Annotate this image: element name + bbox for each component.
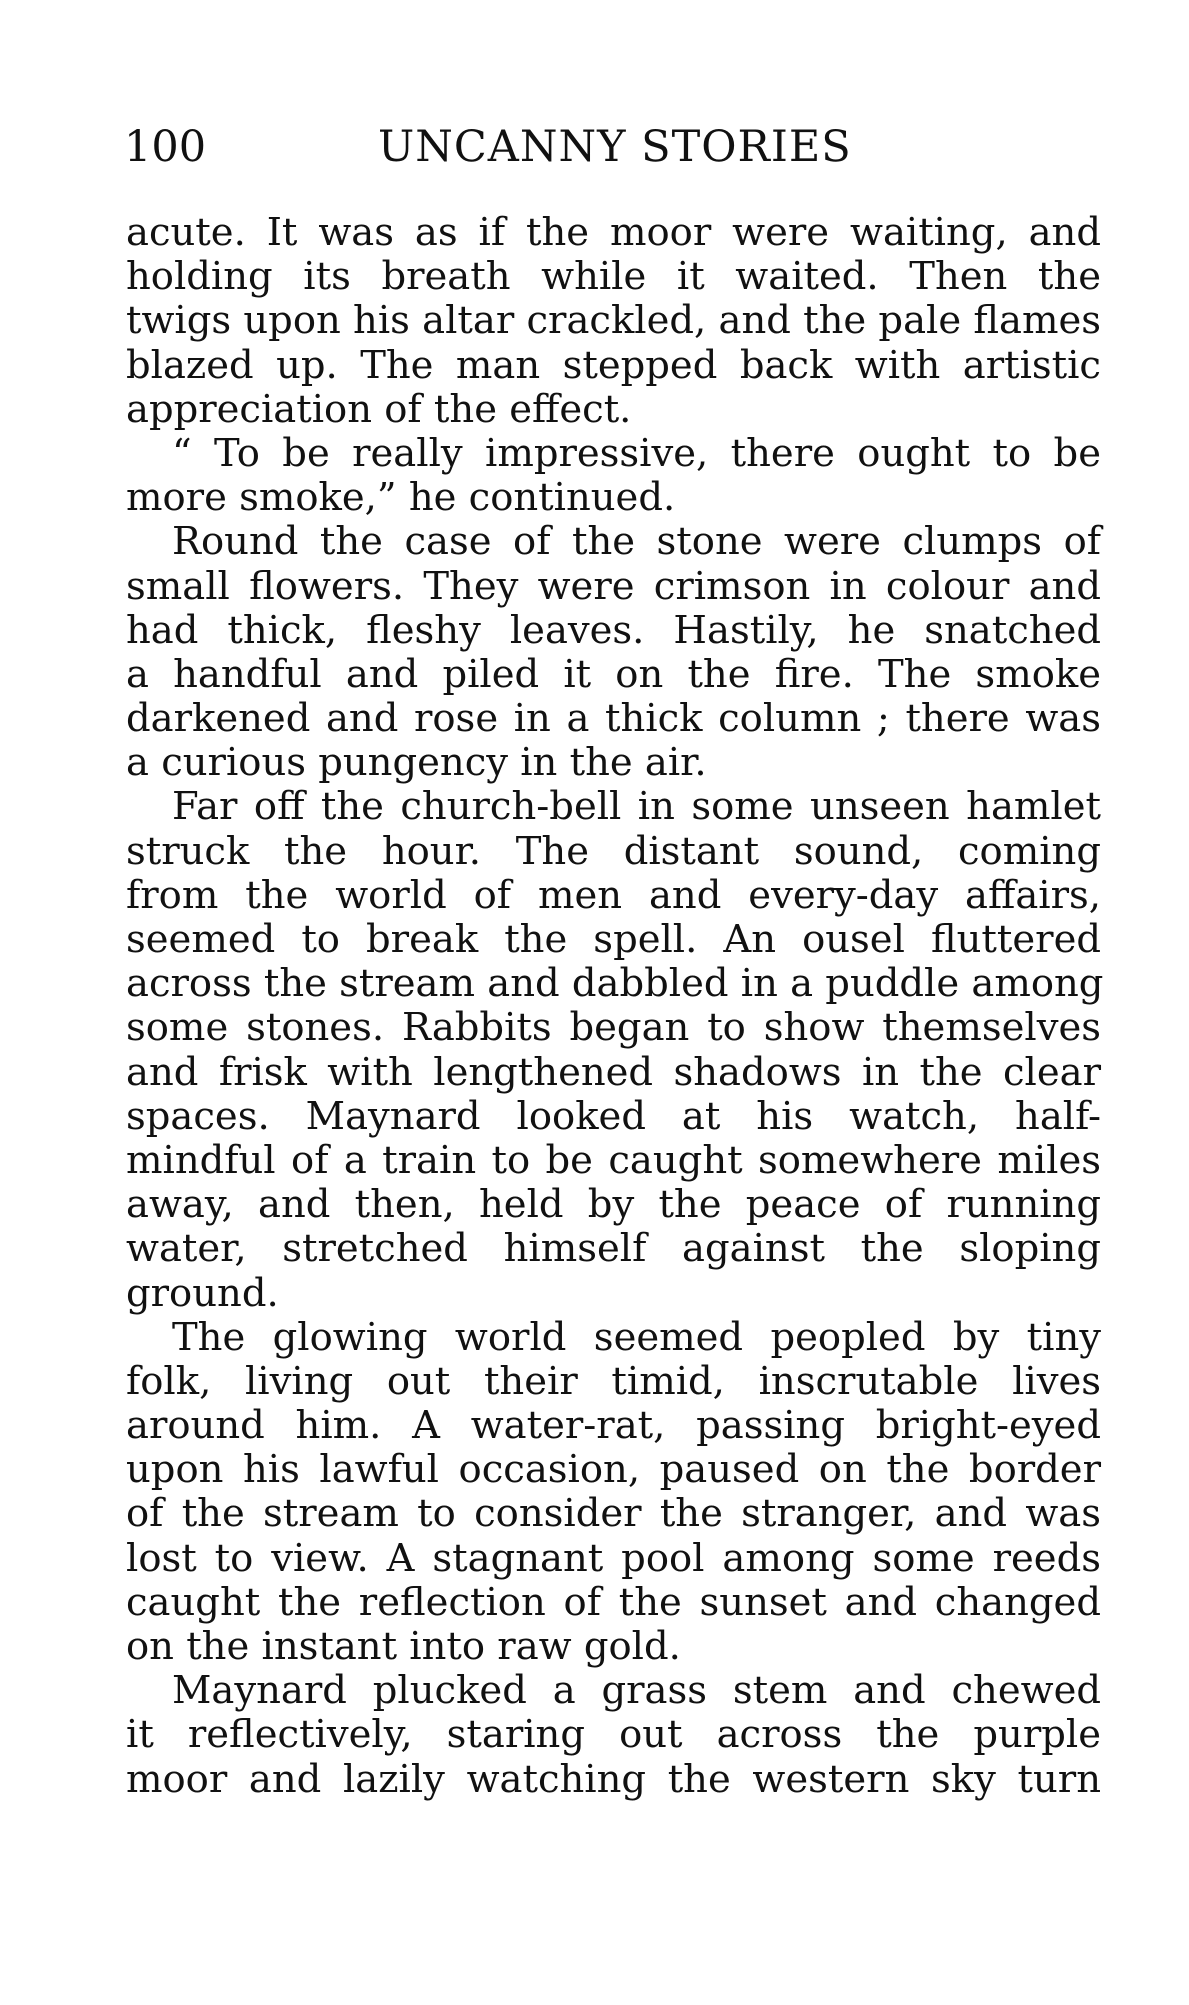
text-line: holding its breath while it waited. Then the	[126, 254, 1101, 300]
text-line: some stones. Rabbits began to show themselves	[126, 1005, 1101, 1051]
running-title: UNCANNY STORIES	[378, 122, 852, 172]
text-line: moor and lazily watching the western sky turn	[126, 1756, 1101, 1802]
running-head	[124, 122, 1104, 172]
body-text	[126, 210, 1104, 1802]
text-line: around him. A water-rat, passing bright-eyed	[126, 1403, 1101, 1449]
text-line: had thick, fleshy leaves. Hastily, he snatched	[126, 607, 1101, 653]
text-line: darkened and rose in a thick column ; there was	[126, 696, 1101, 742]
text-line: mindful of a train to be caught somewhere miles	[126, 1137, 1101, 1183]
text-line: small flowers. They were crimson in colour and	[126, 563, 1101, 609]
text-line: it reflectively, staring out across the purple	[126, 1712, 1101, 1758]
text-line: struck the hour. The distant sound, coming	[126, 828, 1101, 874]
text-line: The glowing world seemed peopled by tiny	[172, 1314, 1101, 1360]
text-line: of the stream to consider the stranger, and was	[126, 1491, 1101, 1537]
text-line: away, and then, held by the peace of running	[126, 1182, 1101, 1228]
text-line: caught the reflection of the sunset and changed	[126, 1579, 1101, 1625]
text-line: acute. It was as if the moor were waiting, and	[126, 210, 1101, 255]
text-line: from the world of men and every-day affairs,	[126, 872, 1101, 918]
text-line: appreciation of the effect.	[126, 386, 632, 432]
text-line: twigs upon his altar crackled, and the pale flames	[126, 298, 1102, 344]
text-line: Maynard plucked a grass stem and chewed	[172, 1668, 1101, 1714]
text-line: folk, living out their timid, inscrutable lives	[126, 1358, 1101, 1404]
text-line: across the stream and dabbled in a puddle among	[126, 961, 1104, 1007]
text-line: “ To be really impressive, there ought to be	[172, 430, 1101, 476]
text-line: Far off the church-bell in some unseen hamlet	[172, 784, 1101, 830]
text-line: a curious pungency in the air.	[126, 740, 707, 786]
text-line: upon his lawful occasion, paused on the border	[126, 1447, 1101, 1493]
text-line: ground.	[126, 1270, 279, 1316]
text-line: a handful and piled it on the fire. The smoke	[126, 651, 1101, 697]
text-line: lost to view. A stagnant pool among some reeds	[126, 1535, 1101, 1581]
page-number: 100	[124, 122, 207, 172]
text-line: seemed to break the spell. An ousel fluttered	[126, 917, 1101, 962]
text-line: blazed up. The man stepped back with artistic	[126, 342, 1101, 388]
text-line: on the instant into raw gold.	[126, 1624, 681, 1669]
text-line: Round the case of the stone were clumps of	[172, 519, 1101, 565]
text-line: and frisk with lengthened shadows in the clear	[126, 1049, 1101, 1095]
text-line: water, stretched himself against the sloping	[126, 1226, 1101, 1272]
text-line: spaces. Maynard looked at his watch, half-	[126, 1093, 1101, 1139]
text-line: more smoke,” he continued.	[126, 475, 676, 521]
